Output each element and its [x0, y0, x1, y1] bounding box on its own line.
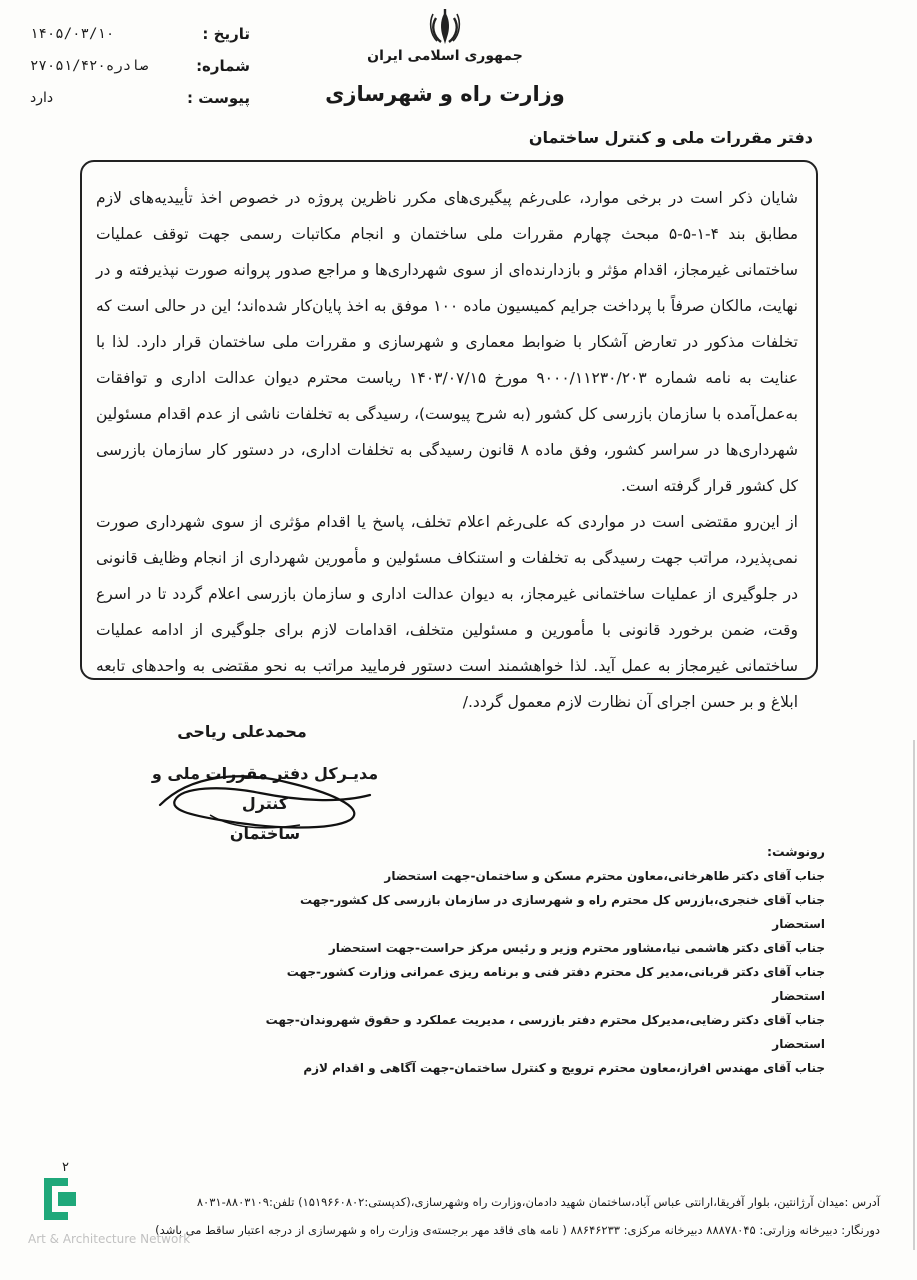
- cc-item: جناب آقای دکتر رضایی،مدیرکل محترم دفتر بازرسی ، مدیریت عملکرد و حقوق شهروندان-جهت استحضار: [265, 1013, 825, 1051]
- ministry-name: وزارت راه و شهرسازی: [325, 82, 565, 106]
- date-label: تاریخ :: [202, 25, 250, 43]
- letter-footer: [140, 1188, 880, 1244]
- footer-address: آدرس :میدان آرژانتین، بلوار آفریقا،ارانتی عباس آباد،ساختمان شهید دادمان،وزارت راه وشهرسازی،(کدپستی:۱۵۱۹۶۶۰۸۰۲) تلفن:۸۸۰۳۱۰۹-۸۰۳۱: [196, 1195, 880, 1209]
- number-value: ۲۷۰۵۱/۴۲۰صادره: [30, 58, 149, 74]
- attachment-label: پیوست :: [186, 89, 250, 107]
- number-row: [30, 50, 250, 82]
- cc-item: جناب آقای دکتر هاشمی نیا،مشاور محترم وزیر و رئیس مرکز حراست-جهت استحضار: [328, 941, 825, 955]
- footer-fax: دورنگار: دبیرخانه وزارتی: ۸۸۸۷۸۰۴۵ دبیرخانه مرکزی: ۸۸۶۴۶۲۳۳ ( نامه های فاقد مهر برجسته‌ی وزارت راه و شهرسازی از درجه اعتبار ساقط می باشد): [155, 1223, 880, 1237]
- cc-item: جناب آقای مهندس افراز،معاون محترم ترویج و کنترل ساختمان-جهت آگاهی و اقدام لازم: [303, 1061, 825, 1075]
- cc-list: [265, 840, 825, 1080]
- body-paragraph: شایان ذکر است در برخی موارد، علی‌رغم پیگیری‌های مکرر ناظرین پروژه در خصوص اخذ تأییدیه‌های لازم مطابق بند ۴-۱-۵-۵ مبحث چهارم مقررات ملی ساختمان و انجام مکاتبات رسمی جهت توقف عملیات ساختمانی غیرمجاز، اقدام مؤثر و بازدارنده‌ای از سوی شهرداری‌ها و مراجع صدور پروانه صورت نپذیرفته و در نهایت، مالکان صرفاً با پرداخت جرایم کمیسیون ماده ۱۰۰ موفق به اخذ پایان‌کار شده‌اند؛ این در حالی است که تخلفات مذکور در تعارض آشکار با ضوابط معماری و شهرسازی و مقررات ملی ساختمان قرار دارد. لذا با عنایت به نامه شماره ۹۰۰۰/۱۱۲۳۰/۲۰۳ مورخ ۱۴۰۳/۰۷/۱۵ ریاست محترم دیوان عدالت اداری و توافقات به‌عمل‌آمده با سازمان بازرسی کل کشور (به شرح پیوست)، رسیدگی به تخلفات ناشی از عدم اقدام مسئولین شهرداری‌ها در سراسر کشور، وفق ماده ۸ قانون رسیدگی به تخلفات اداری، در دستور کار سازمان بازرسی کل کشور قرار گرفته است.: [96, 189, 798, 495]
- watermark-logo-icon: [38, 1174, 82, 1224]
- number-label: شماره:: [196, 57, 250, 75]
- attachment-value: دارد: [30, 90, 54, 106]
- scan-edge-line: [913, 740, 915, 1250]
- cc-item: جناب آقای دکتر طاهرخانی،معاون محترم مسکن و ساختمان-جهت استحضار: [384, 869, 825, 883]
- office-name: دفتر مقررات ملی و کنترل ساختمان: [528, 128, 813, 147]
- handwritten-signature-icon: [150, 765, 380, 835]
- body-paragraph: از این‌رو مقتضی است در مواردی که علی‌رغم اعلام تخلف، پاسخ یا اقدام مؤثری از سوی شهرداری صورت نمی‌پذیرد، مراتب جهت رسیدگی به تخلفات و استنکاف مسئولین و مأمورین شهرداری از انجام وظایف قانونی در جلوگیری از عملیات ساختمانی غیرمجاز، به دیوان عدالت اداری و سازمان بازرسی اعلام گردد تا در اسرع وقت، ضمن برخورد قانونی با مأمورین و مسئولین متخلف، اقدامات لازم برای جلوگیری از ادامه عملیات ساختمانی غیرمجاز به عمل آید. لذا خواهشمند است دستور فرمایید مراتب به نحو مقتضی به واحدهای تابعه ابلاغ و بر حسن اجرای آن نظارت لازم معمول گردد./: [96, 513, 798, 711]
- attachment-row: [30, 82, 250, 114]
- iran-emblem-icon: [427, 8, 463, 48]
- cc-heading: رونوشت:: [766, 844, 825, 859]
- date-value: ۱۴۰۵/۰۳/۱۰: [30, 26, 115, 42]
- letter-meta: [30, 18, 250, 114]
- cc-item: جناب آقای خنجری،بازرس کل محترم راه و شهرسازی در سازمان بازرسی کل کشور-جهت استحضار: [299, 893, 825, 931]
- watermark-text: Art & Architecture Network: [28, 1232, 191, 1246]
- signatory-title-line: ساختمان: [229, 824, 301, 843]
- date-row: [30, 18, 250, 50]
- signatory-name: محمدعلی ریاحی: [177, 722, 307, 741]
- page-number: ۲: [62, 1160, 69, 1175]
- signatory-title-line: مدیـرکل دفتر مقررات ملی و کنترل: [151, 764, 379, 813]
- letter-body: [96, 180, 798, 720]
- cc-item: جناب آقای دکتر قربانی،مدیر کل محترم دفتر فنی و برنامه ریزی عمرانی وزارت کشور-جهت استحضار: [286, 965, 825, 1003]
- country-name: جمهوری اسلامی ایران: [367, 48, 523, 64]
